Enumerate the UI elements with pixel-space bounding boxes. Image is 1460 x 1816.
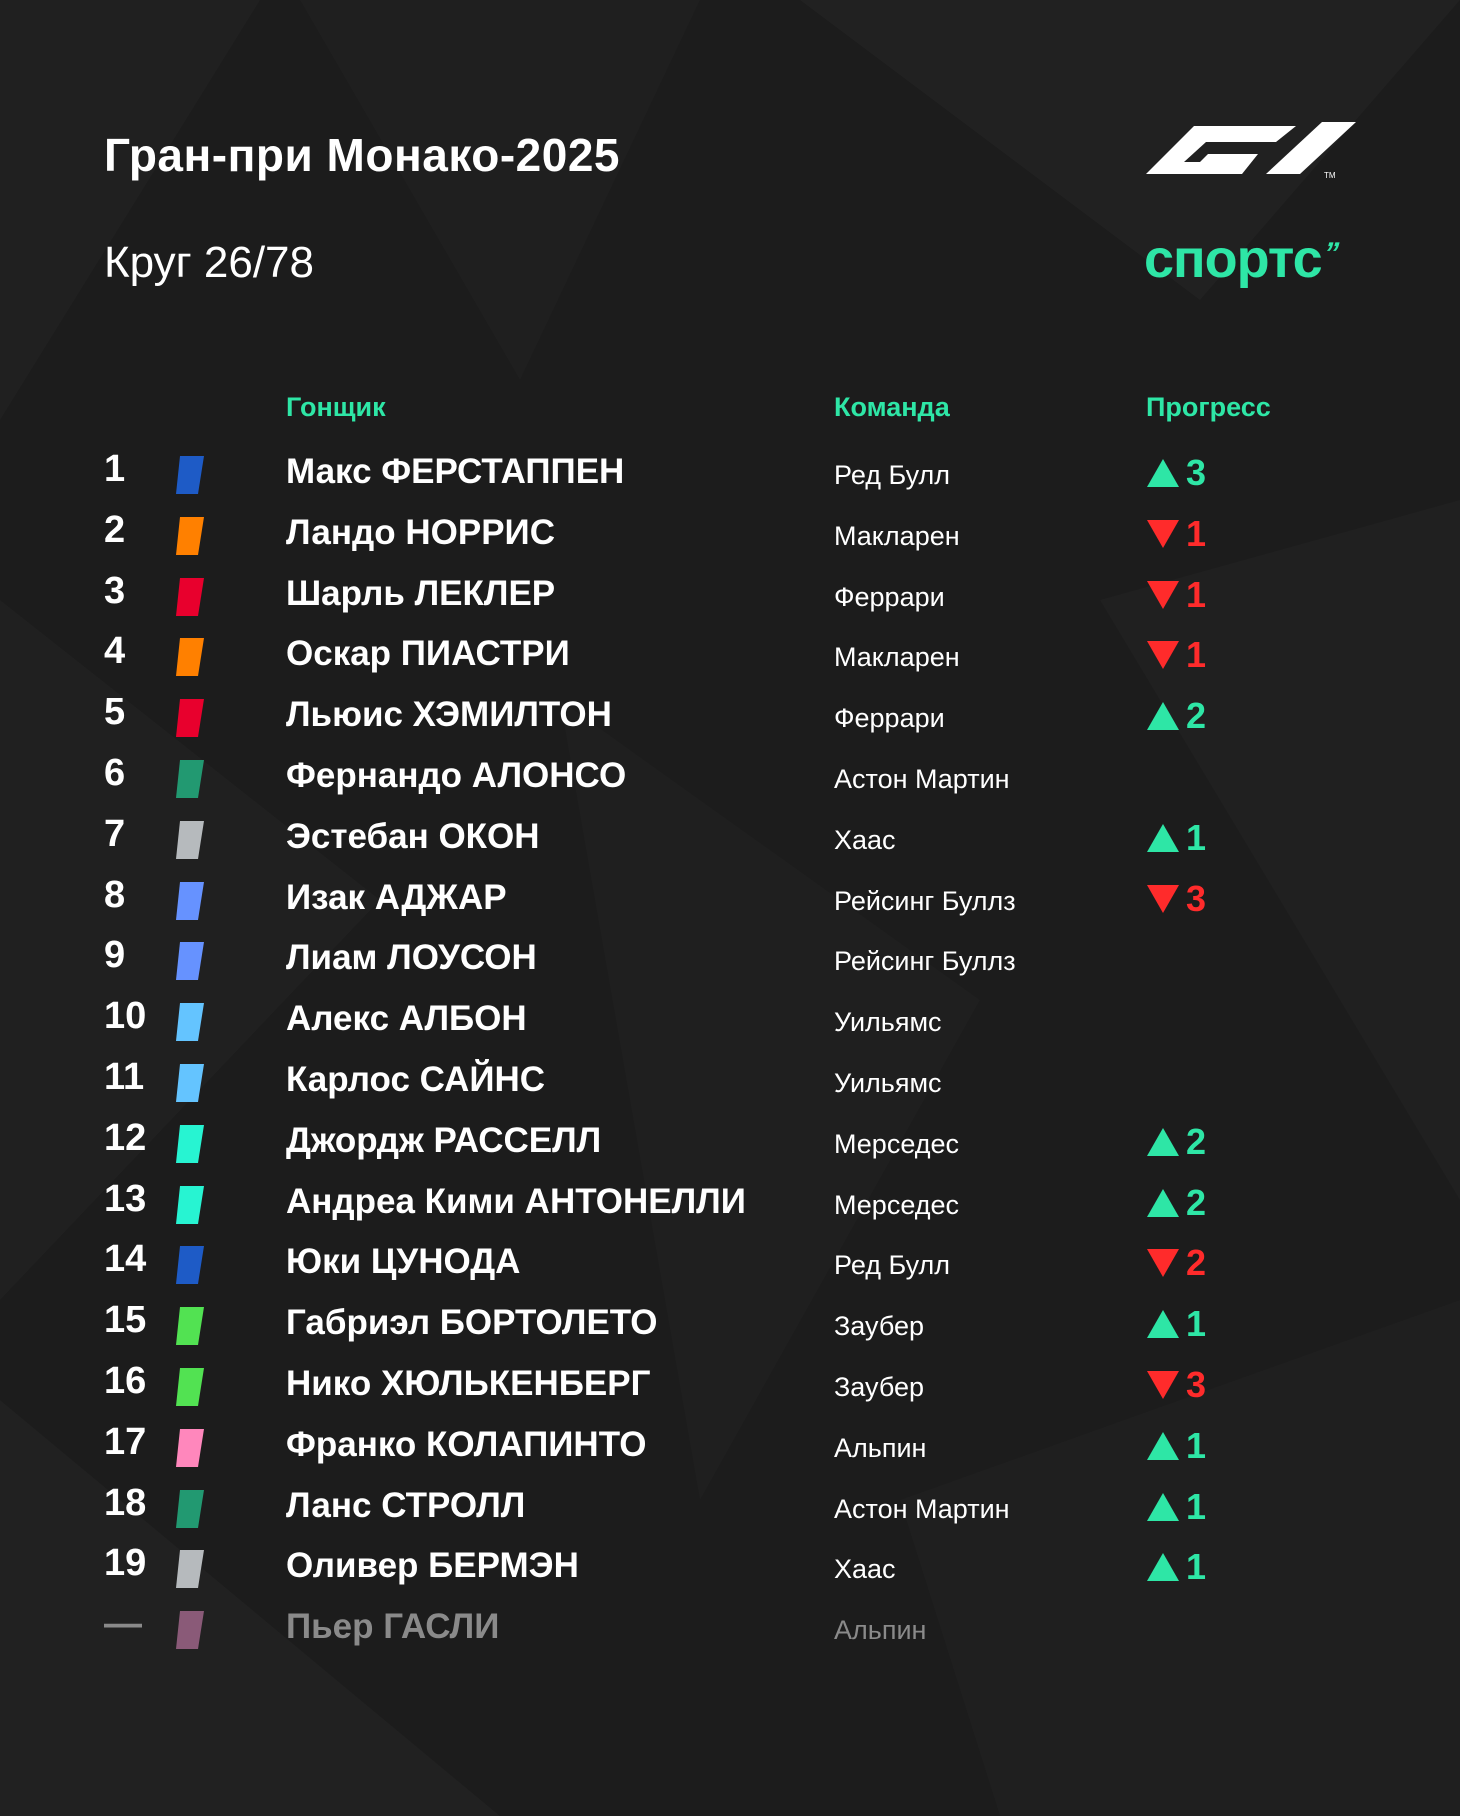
driver-name: Ланс СТРОЛЛ bbox=[286, 1485, 526, 1525]
team-color-flag-icon bbox=[176, 1368, 204, 1406]
team-color-flag-icon bbox=[176, 882, 204, 920]
arrow-down-icon bbox=[1146, 639, 1180, 671]
position-change-value: 1 bbox=[1186, 1303, 1207, 1345]
arrow-down-icon bbox=[1146, 1247, 1180, 1279]
position-number: 6 bbox=[104, 751, 126, 794]
team-name: Астон Мартин bbox=[834, 763, 1010, 794]
team-name: Заубер bbox=[834, 1371, 925, 1402]
position-change bbox=[1146, 1303, 1206, 1343]
arrow-down-icon bbox=[1146, 883, 1180, 915]
team-color-flag-icon bbox=[176, 942, 204, 980]
team-color-flag-icon bbox=[176, 821, 204, 859]
position-change-value: 3 bbox=[1186, 1363, 1207, 1405]
table-row bbox=[0, 1354, 1460, 1415]
position-number: 14 bbox=[104, 1238, 147, 1281]
position-number: 17 bbox=[104, 1420, 147, 1463]
position-change-value: 2 bbox=[1186, 1181, 1207, 1223]
driver-name: Лиам ЛОУСОН bbox=[286, 938, 537, 978]
team-name: Рейсинг Буллз bbox=[834, 885, 1016, 916]
position-number: 9 bbox=[104, 934, 126, 977]
page-title: Гран-при Монако-2025 bbox=[104, 129, 620, 181]
driver-name: Шарль ЛЕКЛЕР bbox=[286, 573, 556, 613]
driver-name: Оливер БЕРМЭН bbox=[286, 1546, 579, 1586]
team-name: Ред Булл bbox=[834, 1250, 951, 1281]
position-change-value: 1 bbox=[1186, 512, 1207, 554]
position-number: 16 bbox=[104, 1359, 147, 1402]
position-number: 1 bbox=[104, 448, 126, 490]
driver-name: Макс ФЕРСТАППЕН bbox=[286, 452, 625, 491]
position-change-value: 1 bbox=[1186, 634, 1207, 676]
position-number: 5 bbox=[104, 691, 126, 734]
driver-name: Пьер ГАСЛИ bbox=[286, 1607, 500, 1647]
team-name: Мерседес bbox=[834, 1128, 960, 1159]
position-change-value: 2 bbox=[1186, 1242, 1207, 1284]
driver-name: Габриэл БОРТОЛЕТО bbox=[286, 1303, 658, 1343]
team-color-flag-icon bbox=[176, 638, 204, 676]
team-name: Хаас bbox=[834, 824, 896, 855]
position-number: 8 bbox=[104, 873, 126, 916]
arrow-up-icon bbox=[1146, 457, 1180, 489]
arrow-up-icon bbox=[1146, 1430, 1180, 1462]
table-row bbox=[0, 1415, 1460, 1476]
sports-logo-mark-icon: ’’ bbox=[1319, 237, 1342, 270]
driver-name: Ландо НОРРИС bbox=[286, 512, 555, 552]
position-change-value: 1 bbox=[1186, 1546, 1207, 1588]
driver-name: Алекс АЛБОН bbox=[286, 999, 527, 1039]
arrow-up-icon bbox=[1146, 822, 1180, 854]
position-change-value: 1 bbox=[1186, 573, 1207, 615]
column-header-progress: Прогресс bbox=[1146, 392, 1271, 422]
position-change-value: 2 bbox=[1186, 1120, 1207, 1162]
arrow-down-icon bbox=[1146, 518, 1180, 550]
team-name: Рейсинг Буллз bbox=[834, 946, 1016, 977]
position-change-value: 1 bbox=[1186, 1485, 1207, 1527]
position-change bbox=[1146, 817, 1206, 857]
standings-table bbox=[0, 442, 1460, 1658]
table-row bbox=[0, 1172, 1460, 1233]
arrow-down-icon bbox=[1146, 1369, 1180, 1401]
team-name: Заубер bbox=[834, 1311, 925, 1342]
team-name: Макларен bbox=[834, 520, 960, 551]
team-color-flag-icon bbox=[176, 1550, 204, 1588]
team-name: Мерседес bbox=[834, 1189, 960, 1220]
arrow-up-icon bbox=[1146, 700, 1180, 732]
position-change bbox=[1146, 634, 1206, 674]
arrow-down-icon bbox=[1146, 579, 1180, 611]
team-color-flag-icon bbox=[176, 1125, 204, 1163]
team-color-flag-icon bbox=[176, 1064, 204, 1102]
table-row bbox=[0, 503, 1460, 564]
team-color-flag-icon bbox=[176, 699, 204, 737]
table-row bbox=[0, 1597, 1460, 1658]
table-row bbox=[0, 1536, 1460, 1597]
position-change-value: 3 bbox=[1186, 452, 1207, 493]
position-change bbox=[1146, 513, 1206, 553]
position-number: 13 bbox=[104, 1177, 147, 1220]
team-color-flag-icon bbox=[176, 1307, 204, 1345]
driver-name: Фернандо АЛОНСО bbox=[286, 755, 627, 795]
driver-name: Льюис ХЭМИЛТОН bbox=[286, 695, 612, 735]
position-change bbox=[1146, 1182, 1206, 1222]
position-change bbox=[1146, 1121, 1206, 1161]
svg-text:TM: TM bbox=[1324, 171, 1336, 178]
position-change bbox=[1146, 452, 1206, 492]
position-number: 15 bbox=[104, 1299, 147, 1342]
team-color-flag-icon bbox=[176, 1186, 204, 1224]
driver-name: Карлос САЙНС bbox=[286, 1059, 546, 1099]
position-change bbox=[1146, 1364, 1206, 1404]
table-row bbox=[0, 989, 1460, 1050]
lap-counter: Круг 26/78 bbox=[104, 238, 314, 287]
table-row bbox=[0, 928, 1460, 989]
table-row bbox=[0, 807, 1460, 868]
driver-name: Изак АДЖАР bbox=[286, 877, 507, 917]
position-number: 7 bbox=[104, 812, 126, 855]
arrow-up-icon bbox=[1146, 1551, 1180, 1583]
position-change bbox=[1146, 1486, 1206, 1526]
position-number: 4 bbox=[104, 630, 126, 673]
team-color-flag-icon bbox=[176, 517, 204, 555]
position-number: 19 bbox=[104, 1542, 147, 1585]
driver-name: Эстебан ОКОН bbox=[286, 816, 540, 856]
table-row bbox=[0, 868, 1460, 929]
team-color-flag-icon bbox=[176, 760, 204, 798]
position-number: 10 bbox=[104, 995, 147, 1038]
position-change bbox=[1146, 1546, 1206, 1586]
position-change bbox=[1146, 878, 1206, 918]
table-row bbox=[0, 442, 1460, 503]
position-number: 2 bbox=[104, 508, 126, 551]
driver-name: Юки ЦУНОДА bbox=[286, 1242, 521, 1282]
position-number: 12 bbox=[104, 1116, 147, 1159]
arrow-up-icon bbox=[1146, 1491, 1180, 1523]
table-row bbox=[0, 564, 1460, 625]
position-change bbox=[1146, 1242, 1206, 1282]
team-name: Ред Булл bbox=[834, 460, 951, 490]
team-color-flag-icon bbox=[176, 1429, 204, 1467]
position-change bbox=[1146, 574, 1206, 614]
column-header-driver: Гонщик bbox=[286, 392, 386, 422]
arrow-up-icon bbox=[1146, 1187, 1180, 1219]
position-number: — bbox=[104, 1603, 142, 1646]
position-change bbox=[1146, 695, 1206, 735]
table-row bbox=[0, 1111, 1460, 1172]
table-row bbox=[0, 1232, 1460, 1293]
table-row bbox=[0, 1050, 1460, 1111]
sports-ru-logo bbox=[1144, 228, 1342, 290]
position-number: 18 bbox=[104, 1481, 147, 1524]
team-name: Альпин bbox=[834, 1432, 927, 1463]
team-name: Феррари bbox=[834, 703, 945, 734]
team-color-flag-icon bbox=[176, 456, 204, 494]
table-row bbox=[0, 624, 1460, 685]
team-color-flag-icon bbox=[176, 1490, 204, 1528]
table-row bbox=[0, 746, 1460, 807]
position-change-value: 3 bbox=[1186, 877, 1207, 919]
team-name: Уильямс bbox=[834, 1007, 942, 1038]
team-name: Уильямс bbox=[834, 1067, 942, 1098]
f1-logo-icon bbox=[1146, 118, 1356, 178]
table-row bbox=[0, 1476, 1460, 1537]
team-name: Феррари bbox=[834, 581, 945, 612]
position-change-value: 1 bbox=[1186, 1424, 1207, 1466]
table-row bbox=[0, 1293, 1460, 1354]
position-change bbox=[1146, 1425, 1206, 1465]
team-color-flag-icon bbox=[176, 1611, 204, 1649]
team-name: Альпин bbox=[834, 1615, 927, 1646]
team-color-flag-icon bbox=[176, 578, 204, 616]
column-header-team: Команда bbox=[834, 392, 950, 422]
team-name: Макларен bbox=[834, 642, 960, 673]
position-change-value: 2 bbox=[1186, 695, 1207, 737]
driver-name: Оскар ПИАСТРИ bbox=[286, 634, 570, 674]
position-number: 11 bbox=[104, 1055, 145, 1098]
arrow-up-icon bbox=[1146, 1308, 1180, 1340]
driver-name: Андреа Кими АНТОНЕЛЛИ bbox=[286, 1181, 746, 1221]
team-color-flag-icon bbox=[176, 1003, 204, 1041]
driver-name: Франко КОЛАПИНТО bbox=[286, 1424, 647, 1464]
driver-name: Нико ХЮЛЬКЕНБЕРГ bbox=[286, 1363, 651, 1403]
position-number: 3 bbox=[104, 569, 126, 612]
driver-name: Джордж РАССЕЛЛ bbox=[286, 1120, 602, 1160]
team-name: Хаас bbox=[834, 1554, 896, 1585]
arrow-up-icon bbox=[1146, 1126, 1180, 1158]
sports-logo-text: спортс bbox=[1144, 229, 1322, 289]
position-change-value: 1 bbox=[1186, 816, 1207, 858]
team-name: Астон Мартин bbox=[834, 1493, 1010, 1524]
team-color-flag-icon bbox=[176, 1246, 204, 1284]
table-row bbox=[0, 685, 1460, 746]
